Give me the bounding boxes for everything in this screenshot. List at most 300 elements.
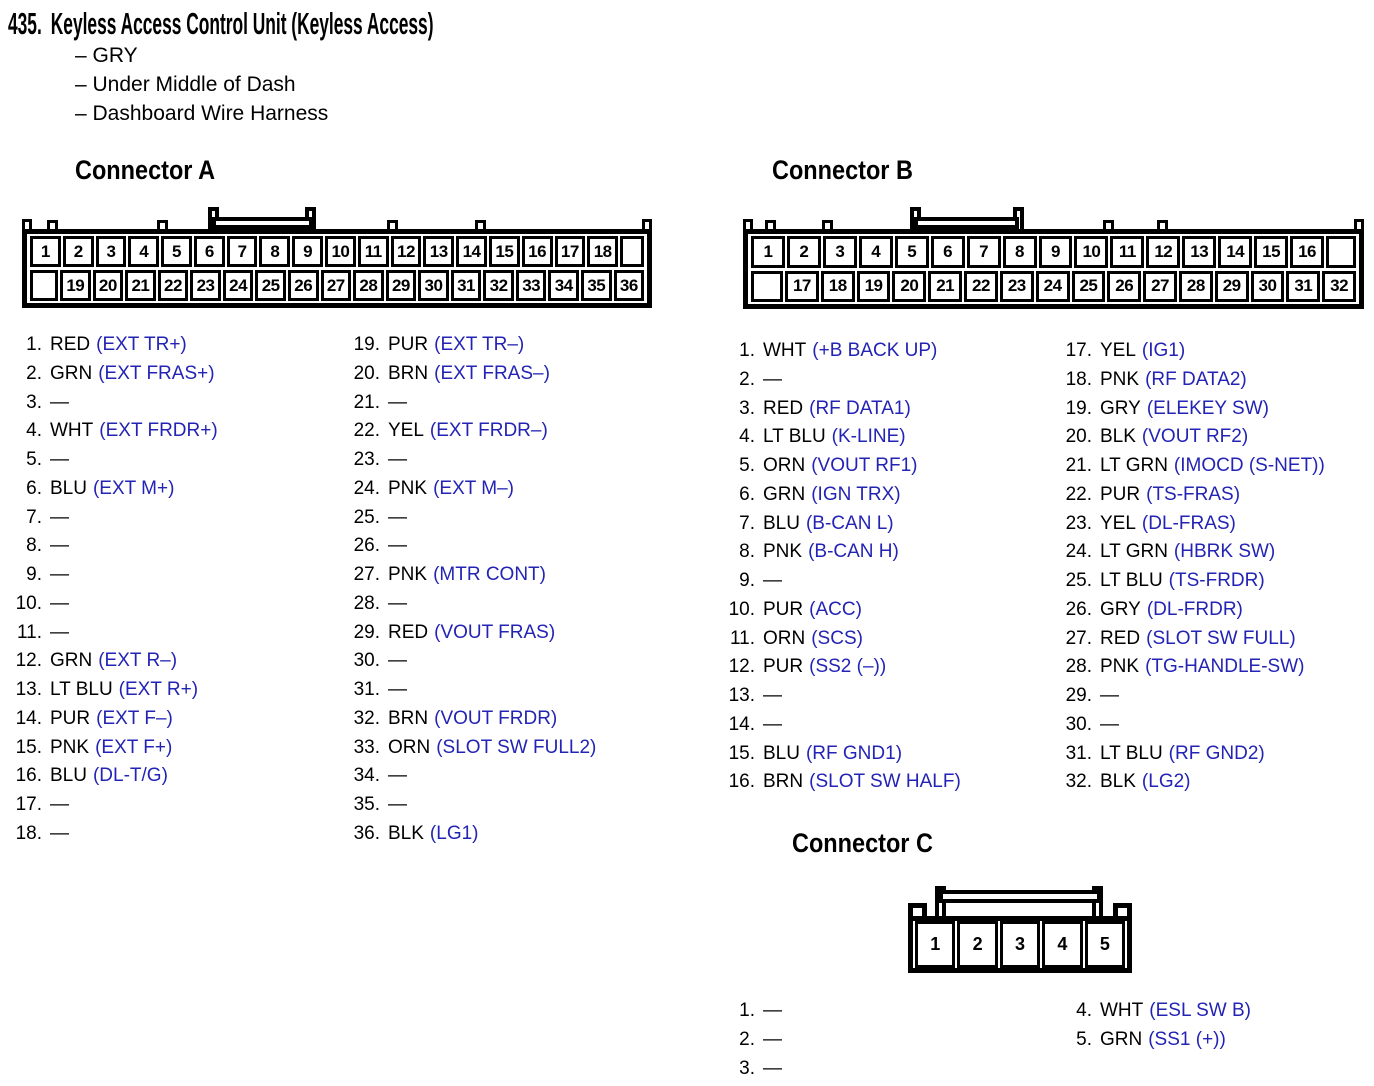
- pin-row: [14, 820, 218, 849]
- pin-number: 31.: [1065, 742, 1092, 764]
- pin-number: 10.: [15, 592, 42, 614]
- pin-row: [348, 647, 596, 676]
- wire-color: WHT: [50, 420, 94, 442]
- wire-color: —: [388, 391, 407, 413]
- wire-color: —: [50, 822, 69, 844]
- pin-row: [727, 625, 961, 654]
- wire-color: —: [763, 713, 782, 735]
- signal-name: (RF GND2): [1168, 742, 1265, 764]
- pin-cell: 19: [60, 270, 91, 301]
- pin-number: 16.: [15, 765, 42, 787]
- wire-color: —: [388, 535, 407, 557]
- pin-row: [348, 705, 596, 734]
- signal-name: (HBRK SW): [1173, 541, 1276, 563]
- wire-color: ORN: [388, 736, 431, 758]
- pin-cell: 27: [1143, 271, 1177, 303]
- pin-cell: 34: [548, 270, 579, 301]
- wire-color: GRN: [50, 362, 93, 384]
- pin-cell: 25: [1072, 271, 1106, 303]
- pin-number: 17.: [1065, 340, 1092, 361]
- connector-a-diagram: [22, 229, 652, 308]
- wire-color: GRY: [1100, 397, 1141, 419]
- wire-color: PNK: [763, 541, 803, 563]
- pin-row: [727, 567, 961, 596]
- corner-tab: [1354, 219, 1364, 229]
- pin-row-bottom: [751, 271, 1356, 303]
- pin-row: [727, 337, 961, 366]
- pin-number: 14.: [728, 713, 755, 735]
- pin-row: [348, 504, 596, 533]
- pin-number: 7.: [739, 512, 755, 534]
- unit-info-item: – GRY: [75, 44, 138, 67]
- pin-cell: 6: [194, 236, 225, 267]
- pin-row: [348, 417, 596, 446]
- pin-row: [727, 452, 961, 481]
- pin-cell: 30: [1251, 271, 1285, 303]
- pin-row: [348, 475, 596, 504]
- pin-number: 21.: [353, 391, 380, 413]
- pin-number: 18.: [15, 822, 42, 844]
- signal-name: (+B BACK UP): [812, 340, 938, 361]
- pin-number: 21.: [1065, 455, 1092, 476]
- pin-number: 17.: [15, 794, 42, 815]
- pin-number: 2.: [739, 1028, 755, 1050]
- pin-number: 34.: [353, 765, 380, 787]
- pin-cell: 3: [823, 236, 857, 268]
- signal-name: (MTR CONT): [433, 564, 546, 585]
- pin-number: 3.: [26, 391, 42, 413]
- wire-color: RED: [763, 397, 804, 419]
- pin-cell: 30: [418, 270, 449, 301]
- signal-name: (VOUT FRDR): [434, 707, 558, 729]
- connector-a-pins-left: [14, 331, 218, 849]
- pin-cell: 10: [325, 236, 356, 267]
- pin-cell: 13: [423, 236, 454, 267]
- pin-row: [14, 734, 218, 763]
- pin-grid: [913, 921, 1127, 968]
- signal-name: (IG1): [1141, 340, 1186, 361]
- pin-row: [348, 360, 596, 389]
- wire-color: PNK: [388, 477, 428, 499]
- signal-name: (LG2): [1141, 771, 1191, 793]
- pin-cell: 5: [1085, 921, 1125, 968]
- signal-name: (VOUT RF2): [1141, 426, 1249, 448]
- pin-cell: 12: [1146, 236, 1180, 268]
- pin-row: [727, 740, 961, 769]
- signal-name: (RF DATA2): [1145, 368, 1247, 390]
- mount-tab: [47, 220, 58, 229]
- pin-number: 32.: [353, 707, 380, 729]
- pin-row: [727, 395, 961, 424]
- wire-color: PNK: [50, 736, 90, 758]
- pin-row-top: [751, 236, 1356, 268]
- signal-name: (TS-FRAS): [1146, 483, 1241, 505]
- pin-cell: 28: [1179, 271, 1213, 303]
- signal-name: (DL-T/G): [92, 765, 168, 787]
- section-number: 435.: [8, 6, 42, 41]
- pin-number: 23.: [1065, 512, 1092, 534]
- pin-cell: 27: [321, 270, 352, 301]
- pin-number: 8.: [26, 535, 42, 557]
- wire-color: —: [50, 449, 69, 470]
- signal-name: (VOUT RF1): [811, 455, 918, 476]
- pin-number: 12.: [15, 650, 42, 672]
- wire-color: —: [50, 592, 69, 614]
- corner-block: [908, 903, 927, 916]
- wire-color: BRN: [388, 362, 429, 384]
- wire-color: —: [763, 1057, 782, 1079]
- pin-number: 3.: [739, 1057, 755, 1079]
- wire-color: —: [388, 592, 407, 614]
- signal-name: (RF DATA1): [809, 397, 911, 419]
- wire-color: YEL: [1100, 512, 1136, 534]
- pin-cell: 16: [1290, 236, 1324, 268]
- pin-row: [727, 768, 961, 797]
- signal-name: (LG1): [429, 822, 479, 844]
- signal-name: (RF GND1): [805, 742, 903, 764]
- pin-cell: 1: [751, 236, 785, 268]
- pin-number: 29.: [1065, 685, 1092, 706]
- wire-color: —: [388, 794, 407, 815]
- unit-info-list: [75, 41, 328, 128]
- signal-name: (TG-HANDLE-SW): [1145, 656, 1305, 678]
- wire-color: BLU: [763, 512, 800, 534]
- pin-cell: 28: [353, 270, 384, 301]
- pin-number: 1.: [739, 1000, 755, 1021]
- wire-color: PUR: [763, 656, 804, 678]
- pin-grid: [748, 234, 1359, 304]
- wire-color: LT BLU: [763, 426, 826, 448]
- pin-row-top: [30, 236, 644, 267]
- pin-number: 6.: [26, 477, 42, 499]
- pin-number: 3.: [739, 397, 755, 419]
- wire-color: RED: [388, 621, 429, 643]
- pin-cell: 4: [859, 236, 893, 268]
- pin-row: [348, 590, 596, 619]
- wire-color: BLK: [1100, 771, 1136, 793]
- pin-number: 12.: [728, 656, 755, 678]
- pin-number: 35.: [353, 794, 380, 815]
- pin-number: 4.: [26, 420, 42, 442]
- pin-cell: 33: [516, 270, 547, 301]
- signal-name: (EXT FRAS–): [434, 362, 550, 384]
- signal-name: (SCS): [811, 627, 863, 649]
- pin-number: 9.: [26, 564, 42, 585]
- signal-name: (EXT M+): [92, 477, 175, 499]
- pin-row: [14, 417, 218, 446]
- connector-b-pins-right: [1058, 337, 1325, 797]
- pin-row: [727, 366, 961, 395]
- connector-b-heading: Connector B: [772, 155, 913, 185]
- wire-color: ORN: [763, 455, 806, 476]
- wire-color: PNK: [388, 564, 428, 585]
- connector-b-diagram: [743, 229, 1364, 309]
- pin-number: 19.: [1065, 397, 1092, 419]
- pin-cell: 11: [1110, 236, 1144, 268]
- signal-name: (K-LINE): [831, 426, 906, 448]
- signal-name: (ELEKEY SW): [1146, 397, 1269, 419]
- pin-number: 32.: [1065, 771, 1092, 793]
- wire-color: BLK: [1100, 426, 1136, 448]
- pin-cell: 8: [1003, 236, 1037, 268]
- mount-tab: [475, 220, 486, 229]
- pin-row: [348, 619, 596, 648]
- wire-color: —: [763, 1028, 782, 1050]
- wire-color: —: [388, 765, 407, 787]
- pin-number: 33.: [353, 736, 380, 758]
- pin-cell: 9: [1039, 236, 1073, 268]
- pin-row: [14, 762, 218, 791]
- latch-bridge: [212, 217, 313, 229]
- pin-number: 24.: [353, 477, 380, 499]
- pin-row: [727, 711, 961, 740]
- pin-cell: 4: [1042, 921, 1082, 968]
- wire-color: —: [50, 506, 69, 528]
- pin-cell: 2: [787, 236, 821, 268]
- pin-row: [14, 446, 218, 475]
- pin-number: 11.: [16, 621, 42, 643]
- pin-number: 24.: [1065, 541, 1092, 563]
- pin-number: 31.: [353, 679, 380, 700]
- connector-c-diagram: [908, 916, 1132, 973]
- pin-row: [1058, 395, 1325, 424]
- pin-number: 22.: [353, 420, 380, 442]
- signal-name: (EXT R+): [118, 679, 199, 700]
- pin-number: 30.: [353, 650, 380, 672]
- pin-cell: 29: [1215, 271, 1249, 303]
- pin-number: 36.: [353, 822, 380, 844]
- wire-color: PNK: [1100, 656, 1140, 678]
- wire-color: YEL: [1100, 340, 1136, 361]
- pin-cell: 17: [785, 271, 819, 303]
- pin-row: [348, 331, 596, 360]
- pin-cell: 24: [1036, 271, 1070, 303]
- pin-row: [1058, 625, 1325, 654]
- wire-color: PUR: [388, 334, 429, 355]
- pin-row: [1058, 768, 1325, 797]
- latch-bridge: [914, 217, 1019, 229]
- corner-tab: [743, 219, 753, 229]
- pin-number: 29.: [353, 621, 380, 643]
- pin-number: 11.: [729, 627, 755, 649]
- pin-cell: 23: [1000, 271, 1034, 303]
- signal-name: (EXT TR–): [434, 334, 525, 355]
- pin-cell: 18: [821, 271, 855, 303]
- wire-color: LT GRN: [1100, 541, 1168, 563]
- wire-color: BLU: [50, 765, 87, 787]
- pin-row: [14, 360, 218, 389]
- pin-number: 15.: [728, 742, 755, 764]
- pin-number: 2.: [26, 362, 42, 384]
- connector-b-pins-left: [727, 337, 961, 797]
- signal-name: (SLOT SW FULL): [1146, 627, 1296, 649]
- mount-tab: [1103, 220, 1114, 229]
- pin-number: 27.: [1065, 627, 1092, 649]
- pin-cell: 5: [895, 236, 929, 268]
- pin-number: 1.: [739, 340, 755, 361]
- wire-color: —: [50, 564, 69, 585]
- pin-row: [727, 997, 782, 1026]
- pin-cell: 35: [581, 270, 612, 301]
- pin-number: 9.: [739, 570, 755, 591]
- pin-row: [1058, 740, 1325, 769]
- wire-color: LT BLU: [1100, 570, 1163, 591]
- pin-number: 22.: [1065, 483, 1092, 505]
- pin-row: [727, 1026, 782, 1055]
- pin-row: [727, 682, 961, 711]
- pin-number: 25.: [353, 506, 380, 528]
- pin-row: [14, 705, 218, 734]
- pin-cell: 15: [1254, 236, 1288, 268]
- pin-grid: [27, 234, 647, 303]
- pin-cell: 26: [1107, 271, 1141, 303]
- pin-cell: 14: [1218, 236, 1252, 268]
- signal-name: (VOUT FRAS): [434, 621, 556, 643]
- pin-cell: 18: [587, 236, 618, 267]
- pin-cell: 17: [555, 236, 586, 267]
- pin-row: [727, 653, 961, 682]
- pin-number: 6.: [739, 483, 755, 505]
- signal-name: (B-CAN H): [808, 541, 899, 563]
- pin-cell: 29: [386, 270, 417, 301]
- signal-name: (IMOCD (S-NET)): [1173, 455, 1325, 476]
- pin-row: [14, 475, 218, 504]
- pin-cell: 20: [892, 271, 926, 303]
- pin-cell: 21: [125, 270, 156, 301]
- wire-color: LT BLU: [50, 679, 113, 700]
- pin-row-bottom: [30, 270, 644, 301]
- pin-row: [1058, 337, 1325, 366]
- pin-number: 25.: [1065, 570, 1092, 591]
- pin-cell: 24: [223, 270, 254, 301]
- pin-row: [727, 481, 961, 510]
- pin-row: [14, 590, 218, 619]
- wire-color: —: [388, 506, 407, 528]
- pin-cell: 26: [288, 270, 319, 301]
- pin-cell: 9: [292, 236, 323, 267]
- pin-cell: 11: [358, 236, 389, 267]
- signal-name: (IGN TRX): [811, 483, 901, 505]
- pin-row: [348, 561, 596, 590]
- unit-info-item: – Dashboard Wire Harness: [75, 102, 329, 125]
- signal-name: (SLOT SW HALF): [809, 771, 961, 793]
- corner-tab: [22, 219, 32, 229]
- pin-number: 10.: [728, 598, 755, 620]
- pin-row: [1058, 1026, 1251, 1055]
- pin-cell: 36: [614, 270, 645, 301]
- signal-name: (SS2 (–)): [809, 656, 887, 678]
- pin-cell: 3: [96, 236, 127, 267]
- pin-number: 23.: [353, 449, 380, 470]
- signal-name: (EXT F+): [95, 736, 173, 758]
- pin-row: [1058, 538, 1325, 567]
- signal-name: (SS1 (+)): [1148, 1028, 1226, 1050]
- pin-row: [14, 619, 218, 648]
- pin-cell: 5: [161, 236, 192, 267]
- pin-cell: 2: [957, 921, 997, 968]
- pin-cell: 8: [259, 236, 290, 267]
- pin-number: 2.: [739, 368, 755, 390]
- wire-color: —: [50, 391, 69, 413]
- pin-cell: 32: [483, 270, 514, 301]
- wire-color: BRN: [388, 707, 429, 729]
- pin-row: [1058, 481, 1325, 510]
- wire-color: PUR: [50, 707, 91, 729]
- mount-tab: [765, 220, 776, 229]
- wire-color: BLU: [763, 742, 800, 764]
- pin-cell: 3: [1000, 921, 1040, 968]
- pin-row: [1058, 711, 1325, 740]
- pin-cell: 2: [63, 236, 94, 267]
- signal-name: (EXT M–): [433, 477, 515, 499]
- signal-name: (B-CAN L): [805, 512, 894, 534]
- pin-cell: 4: [128, 236, 159, 267]
- pin-cell: 31: [451, 270, 482, 301]
- signal-name: (DL-FRAS): [1141, 512, 1236, 534]
- pin-number: 13.: [15, 679, 42, 700]
- pin-cell: 20: [93, 270, 124, 301]
- unit-info-item: – Under Middle of Dash: [75, 73, 296, 96]
- pin-cell: 7: [967, 236, 1001, 268]
- pin-cell: 31: [1286, 271, 1320, 303]
- pin-row: [1058, 452, 1325, 481]
- mount-tab: [822, 220, 833, 229]
- connector-c-pins-left: [727, 997, 782, 1083]
- pin-row: [348, 734, 596, 763]
- pin-row: [14, 504, 218, 533]
- wire-color: —: [1100, 685, 1119, 706]
- pin-row: [1058, 510, 1325, 539]
- pin-row: [1058, 423, 1325, 452]
- pin-cell: 10: [1074, 236, 1108, 268]
- pin-row: [727, 510, 961, 539]
- pin-row: [1058, 653, 1325, 682]
- wire-color: GRN: [763, 483, 806, 505]
- wire-color: RED: [50, 334, 91, 355]
- signal-name: (EXT FRAS+): [98, 362, 215, 384]
- pin-cell: 21: [928, 271, 962, 303]
- pin-number: 5.: [26, 449, 42, 470]
- pin-number: 18.: [1065, 368, 1092, 390]
- wire-color: WHT: [763, 340, 807, 361]
- pin-row: [1058, 366, 1325, 395]
- wire-color: —: [1100, 713, 1119, 735]
- wire-color: PUR: [763, 598, 804, 620]
- pin-cell: 1: [30, 236, 61, 267]
- wire-color: —: [763, 685, 782, 706]
- pin-cell: 25: [255, 270, 286, 301]
- signal-name: (EXT R–): [98, 650, 178, 672]
- pin-row: [1058, 596, 1325, 625]
- signal-name: (DL-FRDR): [1146, 598, 1243, 620]
- pin-row: [14, 532, 218, 561]
- pin-row: [348, 446, 596, 475]
- pin-row: [1058, 997, 1251, 1026]
- pin-row: [14, 791, 218, 820]
- signal-name: (EXT FRDR+): [99, 420, 218, 442]
- wire-color: WHT: [1100, 1000, 1144, 1021]
- wire-color: —: [388, 679, 407, 700]
- signal-name: (EXT FRDR–): [429, 420, 548, 442]
- connector-c-heading: Connector C: [792, 828, 933, 858]
- wire-color: RED: [1100, 627, 1141, 649]
- wire-color: BRN: [763, 771, 804, 793]
- wire-color: —: [763, 570, 782, 591]
- mount-tab: [1157, 220, 1168, 229]
- signal-name: (TS-FRDR): [1168, 570, 1265, 591]
- pin-number: 4.: [1076, 1000, 1092, 1021]
- signal-name: (SLOT SW FULL2): [436, 736, 597, 758]
